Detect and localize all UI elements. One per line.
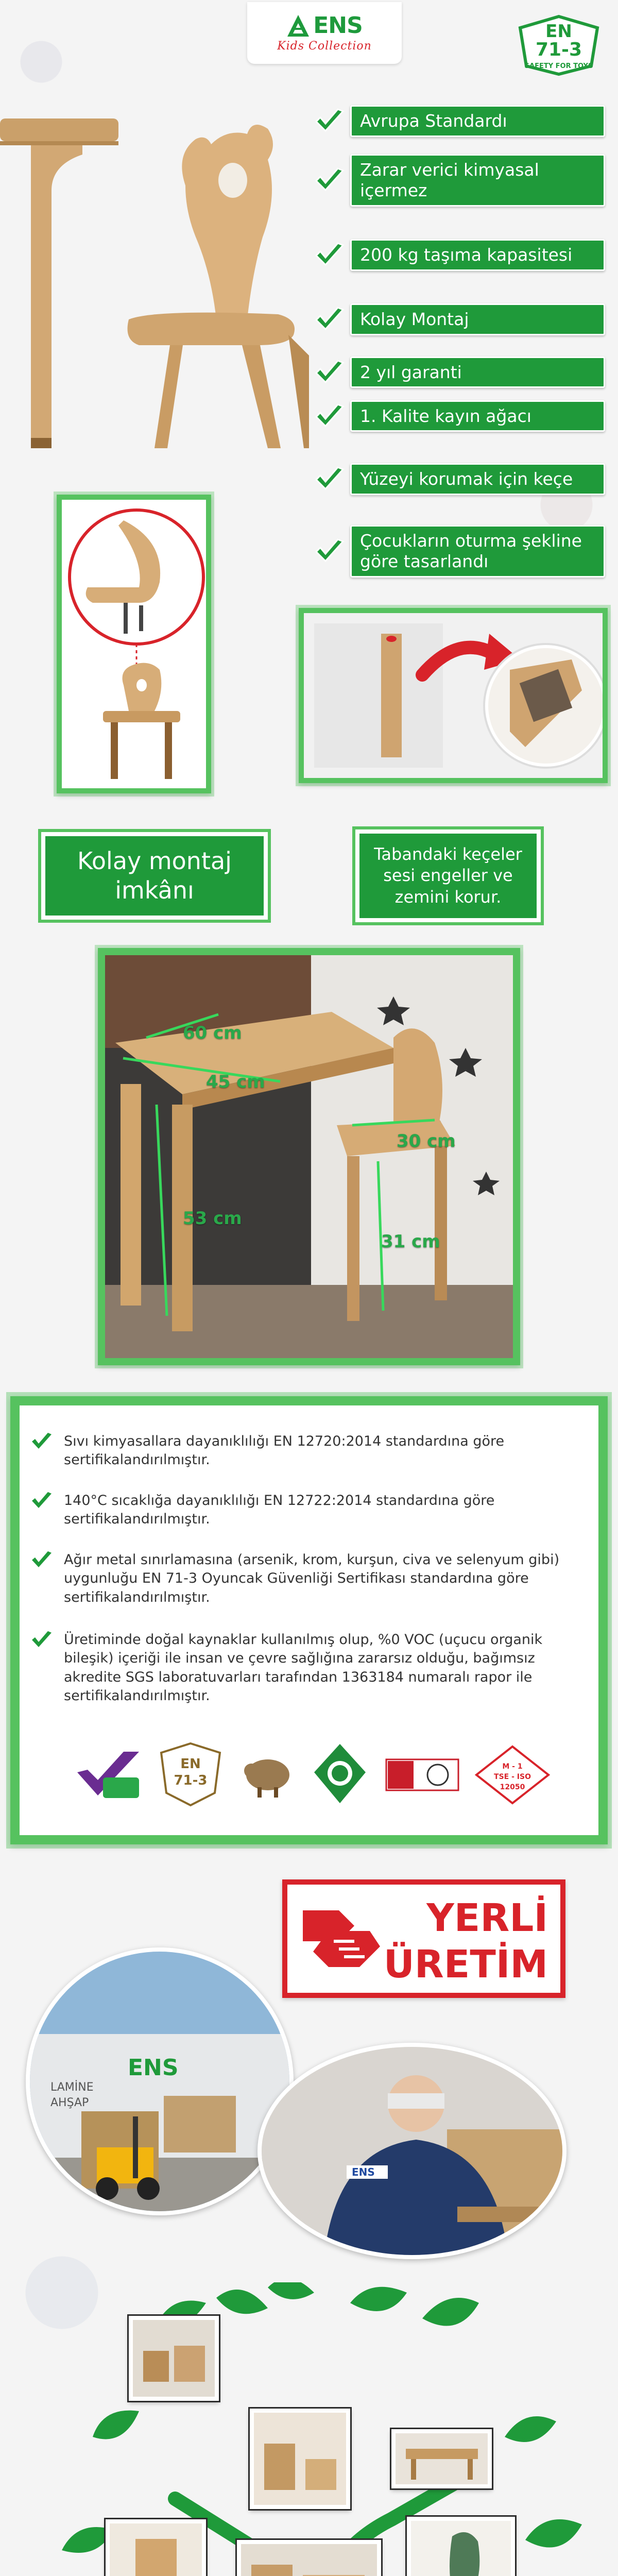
sheep-cert-icon [237, 1744, 299, 1806]
assembly-illustration [62, 500, 206, 788]
ens-triangle-icon [286, 14, 310, 38]
tree-photo-classroom [237, 2540, 381, 2576]
certification-item [31, 1631, 587, 1706]
check-icon [31, 1492, 55, 1529]
yerli-line2: ÜRETİM [383, 1942, 548, 1987]
factory-sign-brand: ENS [128, 2055, 179, 2081]
check-icon [309, 520, 350, 582]
voc-check-icon [72, 1747, 144, 1803]
felt-closeup-frame [299, 608, 608, 783]
check-icon [309, 397, 350, 435]
certification-text: Ağır metal sınırlamasına (arsenik, krom, kurşun, civa ve selenyum gibi) uygunluğu EN 71-3 Oyuncak Güvenliği Sertifikası standardına göre sertifikalandırılmıştır. [64, 1552, 560, 1605]
tse-line2: TSE - ISO [494, 1773, 531, 1781]
feature-label: Yüzeyi korumak için keçe [350, 463, 605, 495]
feature-item [309, 299, 605, 340]
hero-product-image [0, 77, 309, 479]
certification-text: Sıvı kimyasallara dayanıklılığı EN 12720:2014 standardına göre sertifikalandırılmıştır. [64, 1433, 505, 1468]
felt-note-box [355, 829, 541, 922]
brand-mark [286, 14, 363, 38]
tree-photo-boxes [129, 2316, 219, 2401]
felt-closeup-illustration [304, 613, 603, 778]
brand-name: ENS [313, 12, 363, 39]
tree-photo-room [250, 2409, 350, 2509]
easy-assembly-box [41, 832, 268, 920]
feature-label: Avrupa Standardı [350, 105, 605, 137]
check-icon [31, 1551, 55, 1607]
feature-item [309, 353, 605, 392]
check-icon [31, 1631, 55, 1706]
tree-photo-chair-rabbit [106, 2519, 206, 2576]
check-icon [309, 103, 350, 139]
check-icon [309, 448, 350, 510]
worker-photo [258, 2043, 566, 2259]
feature-item [309, 224, 605, 286]
worker-illustration [262, 2047, 566, 2259]
brand-tagline: Kids Collection [277, 39, 372, 53]
tree-photo-green-chair [407, 2517, 515, 2576]
feature-item [309, 448, 605, 510]
cert-logo-green-seal [309, 1741, 371, 1808]
feature-label: 2 yıl garanti [350, 357, 605, 388]
feature-label: Zarar verici kimyasal içermez [350, 154, 605, 206]
dim-table-width: 45 cm [206, 1072, 265, 1092]
feature-label: 200 kg taşıma kapasitesi [350, 239, 605, 271]
certification-text: 140°C sıcaklığa dayanıklılığı EN 12722:2014 standardına göre sertifikalandırılmıştır. [64, 1493, 495, 1528]
certification-text: Üretiminde doğal kaynaklar kullanılmış olup, %0 VOC (uçucu organik bileşik) içeriği ile insan ve çevre sağlığına zararsız olduğu, bağımsız akredite SGS laboratuvarları tarafından 1363184 numaralı rapor ile sertifikalandırılmıştır. [64, 1632, 543, 1704]
check-icon [309, 149, 350, 211]
handshake-icon [298, 1900, 385, 1977]
dim-table-height: 53 cm [183, 1208, 242, 1229]
feature-label: Çocukların oturma şekline göre tasarlandı [350, 525, 605, 577]
brand-logo[interactable] [247, 2, 402, 64]
factory-sign-2: AHŞAP [50, 2096, 89, 2109]
cert-logo-sheep [237, 1744, 299, 1806]
tse-line3: 12050 [500, 1783, 525, 1791]
factory-photo [26, 1947, 294, 2215]
cert-logo-bureau-veritas [384, 1749, 461, 1801]
feature-item [309, 103, 605, 139]
factory-sign-1: LAMİNE [50, 2081, 94, 2094]
certification-item [31, 1432, 587, 1470]
en-badge-line3: SAFETY FOR TOYS [524, 62, 593, 70]
certification-item [31, 1551, 587, 1607]
bureau-veritas-icon [384, 1749, 461, 1801]
tse-cert-icon [474, 1744, 551, 1806]
factory-illustration [30, 1952, 294, 2215]
green-seal-icon [309, 1741, 371, 1808]
tse-line1: M - 1 [502, 1762, 523, 1771]
certification-item [31, 1492, 587, 1529]
feature-item [309, 520, 605, 582]
uniform-brand: ENS [352, 2166, 375, 2178]
feature-label: 1. Kalite kayın ağacı [350, 400, 605, 432]
en71-badge [515, 14, 603, 76]
tree-photo-set [391, 2429, 492, 2488]
dim-table-depth: 60 cm [183, 1023, 242, 1043]
cert-logo-check [72, 1747, 144, 1803]
cert-logo-tse [474, 1744, 551, 1806]
check-icon [31, 1432, 55, 1470]
en-badge-line2: 71-3 [535, 39, 582, 60]
assembly-frame [57, 495, 211, 793]
feature-label: Kolay Montaj [350, 303, 605, 335]
dim-chair-seat-height: 31 cm [381, 1231, 440, 1252]
en-badge-line1: EN [545, 21, 572, 42]
feature-item [309, 149, 605, 211]
domestic-production-badge [282, 1879, 565, 1998]
cert-en-line1: EN [180, 1756, 201, 1772]
en71-cert-icon [157, 1741, 224, 1808]
feature-item [309, 397, 605, 435]
dimensions-photo [105, 955, 513, 1358]
check-icon [309, 299, 350, 340]
cert-en-line2: 71-3 [174, 1773, 208, 1788]
easy-assembly-title: Kolay montaj imkânı [77, 846, 232, 904]
check-icon [309, 353, 350, 392]
dimensions-frame [98, 948, 520, 1365]
dim-chair-depth: 30 cm [397, 1131, 456, 1151]
felt-note-text: Tabandaki keçeler sesi engeller ve zemini korur. [374, 844, 522, 907]
cert-logo-en71 [157, 1741, 224, 1808]
yerli-line1: YERLİ [426, 1896, 548, 1940]
check-icon [309, 224, 350, 286]
